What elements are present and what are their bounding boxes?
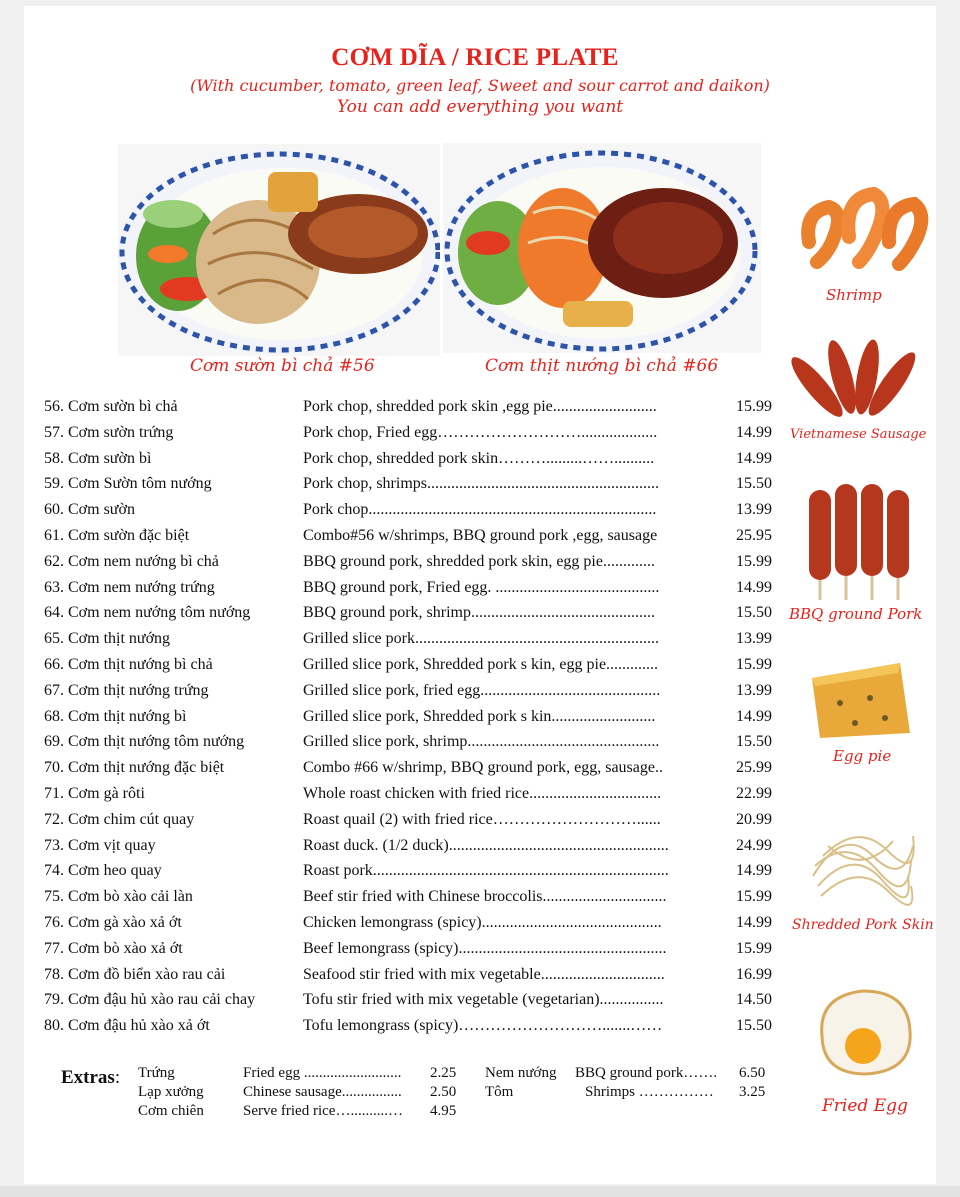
side-caption-shrimp: Shrimp bbox=[826, 286, 882, 304]
menu-item-price: 22.99 bbox=[736, 785, 772, 802]
menu-item-price: 24.99 bbox=[736, 836, 772, 854]
plate-56-icon bbox=[118, 144, 440, 356]
menu-item-price: 16.99 bbox=[736, 965, 772, 983]
menu-item-description: Tofu lemongrass (spicy)……………………….......…… bbox=[303, 1017, 663, 1035]
menu-item bbox=[0, 811, 960, 833]
menu-item-price: 13.99 bbox=[736, 501, 772, 519]
shrimp-photo bbox=[789, 182, 933, 284]
shrimp-icon bbox=[789, 182, 933, 284]
menu-item-name: 78. Cơm đồ biển xào rau cải bbox=[44, 965, 226, 983]
menu-item-price: 13.99 bbox=[736, 630, 772, 648]
menu-item-description: Roast quail (2) with fried rice………………………...... bbox=[303, 810, 661, 828]
side-caption-bbq-pork: BBQ ground Pork bbox=[789, 605, 923, 623]
menu-item-name: 80. Cơm đậu hủ xào xả ớt bbox=[44, 1017, 210, 1035]
menu-item-description: Beef lemongrass (spicy).................................................... bbox=[303, 939, 667, 957]
page-subtitle-2: You can add everything you want bbox=[336, 97, 624, 117]
menu-item-price: 25.99 bbox=[736, 759, 772, 777]
menu-item-description: Grilled slice pork, fried egg............................................. bbox=[303, 681, 661, 699]
menu-item-price: 15.50 bbox=[736, 475, 772, 493]
extra-vn: Trứng bbox=[138, 1065, 175, 1081]
plate-caption-66: Cơm thịt nướng bì chả #66 bbox=[485, 356, 719, 376]
menu-item bbox=[0, 501, 960, 523]
menu-item bbox=[0, 450, 960, 472]
menu-item-description: BBQ ground pork, Fried egg. ......................................... bbox=[303, 578, 660, 596]
menu-item bbox=[0, 837, 960, 859]
menu-item-name: 64. Cơm nem nướng tôm nướng bbox=[44, 604, 251, 622]
menu-item bbox=[0, 862, 960, 884]
menu-item-price: 20.99 bbox=[736, 810, 772, 828]
page-subtitle: (With cucumber, tomato, green leaf, Sweet and sour carrot and daikon) bbox=[190, 76, 770, 95]
menu-item-name: 70. Cơm thịt nướng đặc biệt bbox=[44, 759, 225, 777]
menu-item-price: 15.99 bbox=[736, 398, 772, 415]
menu-item bbox=[0, 475, 960, 497]
menu-item bbox=[0, 940, 960, 962]
plate-photo-56 bbox=[118, 144, 440, 356]
menu-item-price: 15.99 bbox=[736, 552, 772, 570]
side-caption-pork-skin: Shredded Pork Skin bbox=[792, 917, 934, 933]
menu-item-name: 61. Cơm sườn đặc biệt bbox=[44, 527, 190, 544]
menu-item-price: 14.50 bbox=[736, 991, 772, 1009]
extras-label bbox=[61, 1067, 120, 1089]
menu-item bbox=[0, 527, 960, 549]
menu-item-description: Seafood stir fried with mix vegetable............................... bbox=[303, 965, 665, 983]
menu-item-name: 79. Cơm đậu hủ xào rau cải chay bbox=[44, 991, 256, 1009]
menu-item-description: BBQ ground pork, shredded pork skin, egg pie............. bbox=[303, 552, 655, 570]
extra-en: Fried egg .......................... bbox=[243, 1065, 402, 1081]
menu-item-name: 67. Cơm thịt nướng trứng bbox=[44, 681, 209, 699]
menu-item-description: Grilled slice pork, Shredded pork s kin, egg pie............. bbox=[303, 656, 659, 673]
extra-price: 3.25 bbox=[739, 1084, 766, 1100]
extra-en: Serve fried rice…..........… bbox=[243, 1103, 403, 1119]
menu-item-description: Grilled slice pork, Shredded pork s kin.......................... bbox=[303, 707, 656, 725]
menu-item-description: Pork chop, Fried egg………………………................... bbox=[303, 423, 658, 441]
menu-item-description: Roast pork.......................................................................... bbox=[303, 862, 669, 880]
menu-item bbox=[0, 604, 960, 626]
menu-item-name: 62. Cơm nem nướng bì chả bbox=[44, 552, 219, 570]
menu-item bbox=[0, 785, 960, 807]
extra-en: BBQ ground pork……. bbox=[575, 1065, 718, 1081]
menu-item-description: Pork chop, shredded pork skin ,egg pie.......................... bbox=[303, 398, 657, 415]
menu-item-description: Tofu stir fried with mix vegetable (vegetarian)................ bbox=[303, 991, 664, 1009]
menu-item-name: 57. Cơm sườn trứng bbox=[44, 423, 174, 441]
menu-item-name: 58. Cơm sườn bì bbox=[44, 449, 152, 467]
scroll-strip bbox=[0, 1186, 960, 1197]
menu-item-name: 56. Cơm sườn bì chả bbox=[44, 398, 178, 415]
plate-66-icon bbox=[443, 143, 761, 353]
menu-item bbox=[0, 682, 960, 704]
extra-vn: Cơm chiên bbox=[138, 1103, 204, 1119]
menu-item bbox=[0, 424, 960, 446]
menu-item-price: 15.50 bbox=[736, 604, 772, 622]
menu-item-price: 15.50 bbox=[736, 1017, 772, 1035]
menu-item-description: Pork chop, shrimps.......................................................... bbox=[303, 475, 659, 493]
menu-item bbox=[0, 759, 960, 781]
menu-item bbox=[0, 708, 960, 730]
menu-item-price: 15.99 bbox=[736, 939, 772, 957]
extra-vn: Nem nướng bbox=[485, 1065, 557, 1081]
menu-item-name: 63. Cơm nem nướng trứng bbox=[44, 578, 215, 596]
menu-item-description: Combo#56 w/shrimps, BBQ ground pork ,egg, sausage bbox=[303, 527, 658, 544]
menu-item-name: 68. Cơm thịt nướng bì bbox=[44, 707, 187, 725]
menu-item bbox=[0, 991, 960, 1013]
side-caption-egg-pie: Egg pie bbox=[833, 747, 892, 765]
menu-item-price: 14.99 bbox=[736, 862, 772, 880]
menu-item bbox=[0, 888, 960, 910]
menu-item-name: 69. Cơm thịt nướng tôm nướng bbox=[44, 733, 245, 751]
side-caption-fried-egg: Fried Egg bbox=[822, 1096, 908, 1116]
menu-item-price: 14.99 bbox=[736, 449, 772, 467]
menu-item-price: 15.99 bbox=[736, 656, 772, 673]
menu-item-name: 74. Cơm heo quay bbox=[44, 862, 162, 880]
extra-vn: Tôm bbox=[485, 1084, 514, 1100]
menu-item bbox=[0, 914, 960, 936]
menu-item-description: Combo #66 w/shrimp, BBQ ground pork, egg, sausage.. bbox=[303, 759, 663, 777]
extra-en: Shrimps …………… bbox=[585, 1084, 714, 1100]
menu-item bbox=[0, 733, 960, 755]
menu-item bbox=[0, 630, 960, 652]
menu-item-price: 25.95 bbox=[736, 527, 772, 544]
extra-en: Chinese sausage................ bbox=[243, 1084, 402, 1100]
menu-item-name: 75. Cơm bò xào cải làn bbox=[44, 888, 193, 906]
menu-item-name: 65. Cơm thịt nướng bbox=[44, 630, 171, 648]
menu-item bbox=[0, 1017, 960, 1039]
menu-item bbox=[0, 579, 960, 601]
menu-item-price: 13.99 bbox=[736, 681, 772, 699]
menu-item-name: 72. Cơm chim cút quay bbox=[44, 810, 195, 828]
extra-price: 6.50 bbox=[739, 1065, 766, 1081]
extras-colon: : bbox=[114, 1067, 121, 1088]
menu-item bbox=[0, 966, 960, 988]
menu-item bbox=[0, 398, 960, 420]
menu-item-name: 76. Cơm gà xào xả ớt bbox=[44, 914, 182, 931]
menu-item-name: 60. Cơm sườn bbox=[44, 501, 135, 519]
menu-item-description: Grilled slice pork............................................................. bbox=[303, 630, 659, 648]
menu-item-description: Chicken lemongrass (spicy)............................................. bbox=[303, 914, 662, 931]
plate-photo-66 bbox=[443, 143, 761, 353]
menu-item-price: 14.99 bbox=[736, 423, 772, 441]
plate-caption-56: Cơm sườn bì chả #56 bbox=[190, 356, 375, 376]
menu-item bbox=[0, 656, 960, 678]
menu-item-description: Pork chop, shredded pork skin……….........…….......... bbox=[303, 449, 655, 467]
page-title: CƠM DĨA / RICE PLATE bbox=[331, 44, 619, 71]
menu-item-name: 59. Cơm Sườn tôm nướng bbox=[44, 475, 212, 493]
extra-vn: Lạp xưởng bbox=[138, 1084, 204, 1100]
extra-price: 2.25 bbox=[430, 1065, 457, 1081]
menu-item-price: 14.99 bbox=[736, 707, 772, 725]
menu-item-name: 73. Cơm vịt quay bbox=[44, 836, 156, 854]
menu-item-description: Pork chop........................................................................ bbox=[303, 501, 657, 519]
extra-price: 4.95 bbox=[430, 1103, 457, 1119]
menu-item-price: 14.99 bbox=[736, 914, 772, 931]
menu-item-price: 14.99 bbox=[736, 578, 772, 596]
extras-label-text: Extras bbox=[61, 1067, 115, 1088]
menu-item-description: Whole roast chicken with fried rice................................. bbox=[303, 785, 662, 802]
menu-item-name: 66. Cơm thịt nướng bì chả bbox=[44, 656, 213, 673]
menu-item-description: Grilled slice pork, shrimp................................................ bbox=[303, 733, 660, 751]
menu-item-description: Beef stir fried with Chinese broccolis............................... bbox=[303, 888, 667, 906]
side-caption-sausage: Vietnamese Sausage bbox=[790, 427, 927, 442]
menu-item bbox=[0, 553, 960, 575]
menu-item-description: Roast duck. (1/2 duck)....................................................... bbox=[303, 836, 669, 854]
menu-item-name: 71. Cơm gà rôti bbox=[44, 785, 145, 802]
menu-item-price: 15.50 bbox=[736, 733, 772, 751]
menu-item-description: BBQ ground pork, shrimp.............................................. bbox=[303, 604, 655, 622]
extra-price: 2.50 bbox=[430, 1084, 457, 1100]
menu-item-price: 15.99 bbox=[736, 888, 772, 906]
menu-item-name: 77. Cơm bò xào xả ớt bbox=[44, 939, 183, 957]
